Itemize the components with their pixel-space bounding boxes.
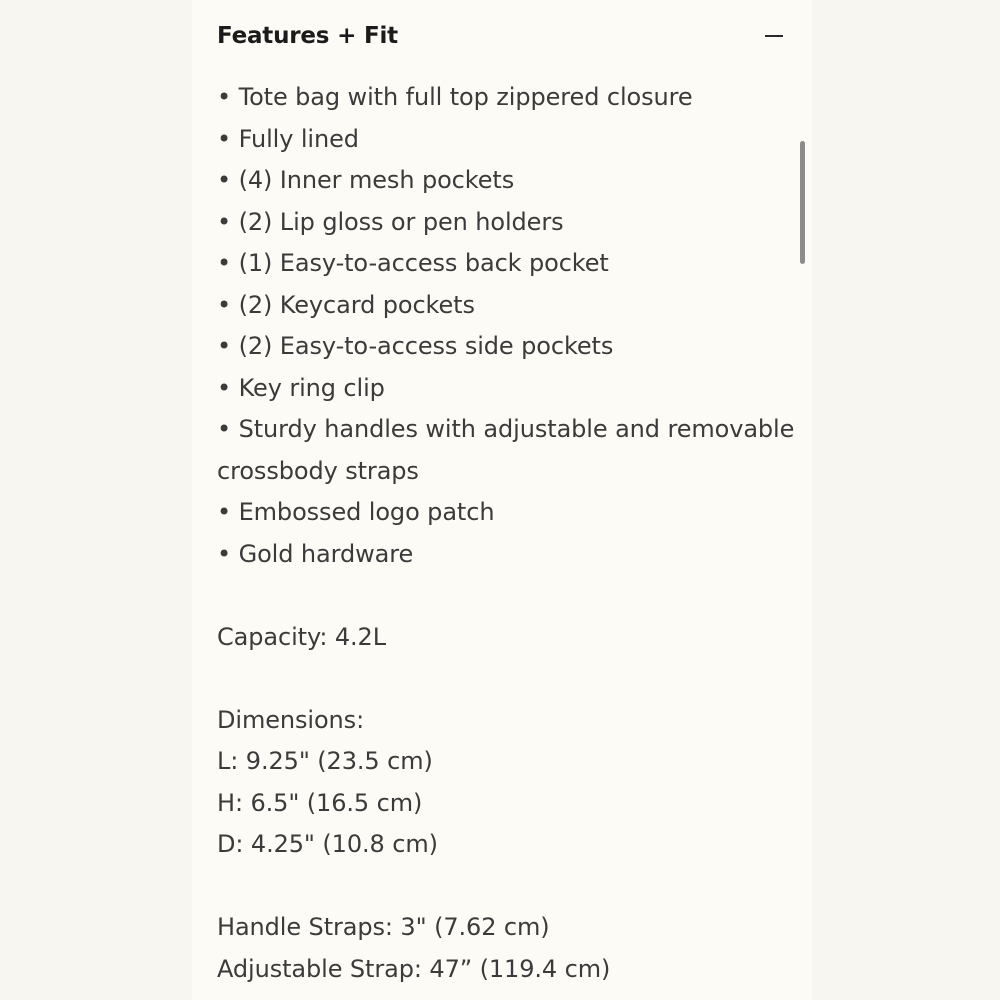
feature-item: • (4) Inner mesh pockets	[217, 166, 515, 194]
section-header[interactable]	[217, 20, 787, 54]
adjustable-strap-text: Adjustable Strap: 47” (119.4 cm)	[217, 954, 611, 983]
dimension-depth: D: 4.25" (10.8 cm)	[217, 830, 438, 858]
feature-item: • Sturdy handles with adjustable and removable	[217, 415, 795, 443]
spacer	[217, 866, 792, 908]
feature-item: • Embossed logo patch	[217, 498, 495, 526]
dimensions-heading: Dimensions:	[217, 705, 365, 734]
spacer	[217, 658, 792, 700]
feature-item: • Fully lined	[217, 124, 359, 153]
collapse-button[interactable]	[763, 24, 787, 48]
feature-item: • (2) Lip gloss or pen holders	[217, 207, 564, 236]
section-title: Features + Fit	[217, 23, 398, 49]
handle-straps-text: Handle Straps: 3" (7.62 cm)	[217, 913, 550, 941]
feature-item: • Gold hardware	[217, 539, 414, 568]
feature-item: • (1) Easy-to-access back pocket	[217, 249, 609, 277]
scrollbar-thumb[interactable]	[800, 141, 805, 264]
minus-icon	[765, 35, 783, 37]
dimension-height: H: 6.5" (16.5 cm)	[217, 788, 423, 817]
capacity-text: Capacity: 4.2L	[217, 622, 386, 651]
spacer	[217, 575, 792, 617]
feature-item: • Key ring clip	[217, 373, 385, 402]
section-content	[217, 77, 795, 990]
feature-item-continued: crossbody straps	[217, 456, 419, 485]
dimension-length: L: 9.25" (23.5 cm)	[217, 747, 433, 775]
feature-item: • Tote bag with full top zippered closure	[217, 83, 693, 111]
feature-item: • (2) Easy-to-access side pockets	[217, 332, 614, 360]
feature-item: • (2) Keycard pockets	[217, 290, 475, 319]
